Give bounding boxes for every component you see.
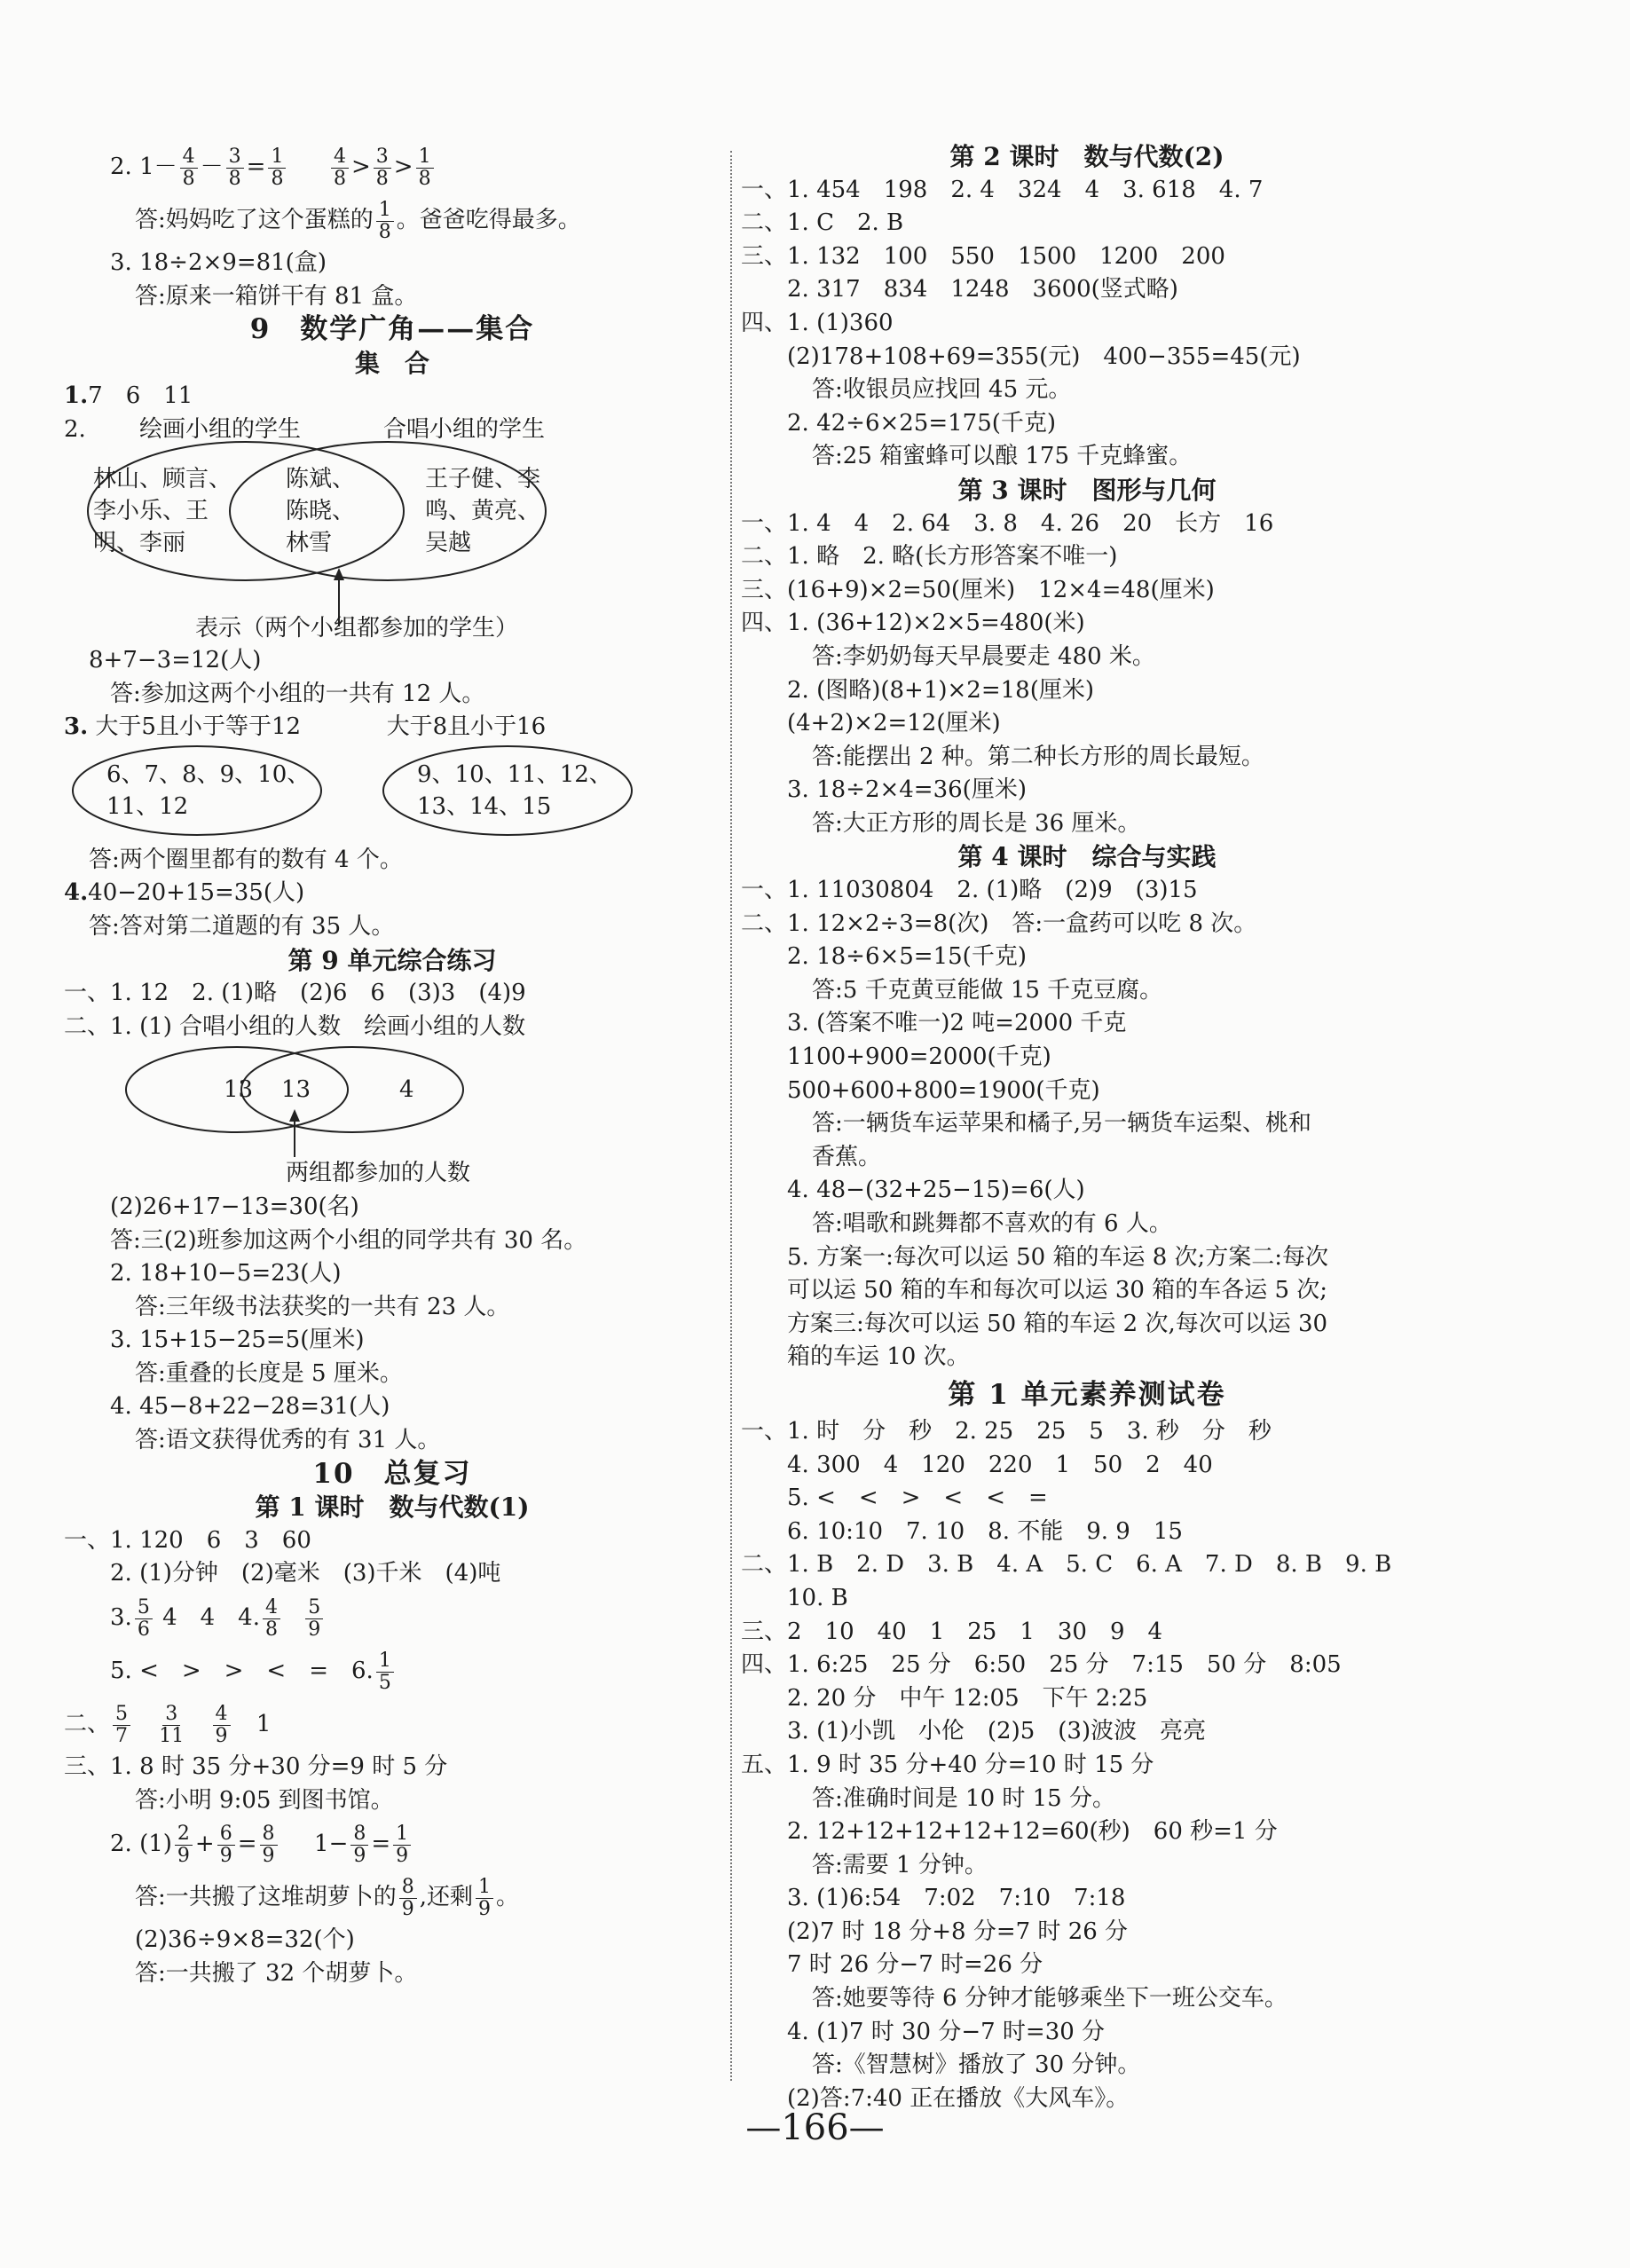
- answer-line: 一、1. 时 分 秒 2. 25 25 5 3. 秒 分 秒: [741, 1417, 1272, 1445]
- fraction: $\frac{5}{9}$: [305, 1598, 323, 1640]
- answer-line: 8+7−3=12(人): [89, 646, 262, 673]
- answer-line: 三、1. 132 100 550 1500 1200 200: [741, 242, 1225, 270]
- section-title: 第 1 课时 数与代数(1): [255, 1492, 530, 1523]
- right-set-members: 王子健、李 鸣、黄亮、 吴越: [425, 465, 541, 556]
- answer-line: 2. 42÷6×25=175(千克): [787, 409, 1057, 437]
- answer-line: 三、2 10 40 1 25 1 30 9 4: [741, 1618, 1163, 1645]
- answer-line: 一、1. 120 6 3 60: [64, 1526, 311, 1554]
- answer-line: 二、 $\frac{5}{7}$ $\frac{3}{11}$ $\frac{4}{9}$ 1: [64, 1702, 272, 1747]
- answer-line: 答:5 千克黄豆能做 15 千克豆腐。: [812, 976, 1163, 1004]
- answer-line: 4. (1)7 时 30 分−7 时=30 分: [787, 2018, 1106, 2045]
- answer-line: 答:重叠的长度是 5 厘米。: [135, 1359, 403, 1387]
- answer-line: 答:三(2)班参加这两个小组的同学共有 30 名。: [110, 1226, 587, 1254]
- fraction: $\frac{3}{11}$: [159, 1702, 185, 1747]
- answer-line: 3. 18÷2×4=36(厘米): [787, 776, 1027, 804]
- answer-line: 方案三:每次可以运 50 箱的车运 2 次,每次可以运 30: [787, 1310, 1328, 1337]
- fraction: $\frac{5}{6}$: [135, 1598, 153, 1640]
- answer-line: 2. (图略)(8+1)×2=18(厘米): [787, 676, 1094, 704]
- answer-line: (2)26+17−13=30(名): [110, 1193, 359, 1220]
- answer-line: (2)7 时 18 分+8 分=7 时 26 分: [787, 1918, 1129, 1945]
- answer-line: 一、1. 12 2. (1)略 (2)6 6 (3)3 (4)9: [64, 980, 526, 1007]
- answer-line: 5. < < > < < =: [787, 1484, 1048, 1512]
- test-title: 第 1 单元素养测试卷: [948, 1378, 1226, 1411]
- item-number: 2.: [64, 415, 86, 443]
- answer-line: 2. (1) $\frac{2}{9}$ + $\frac{6}{9}$ = $\frac{8}{9}$ 1− $\frac{8}{9}$ = $\frac{1}{9}$: [64, 1817, 721, 1870]
- operator: －: [200, 154, 224, 180]
- section-title: 第 9 单元综合练习: [287, 945, 497, 975]
- answer-line: 一、1. 11030804 2. (1)略 (2)9 (3)15: [741, 877, 1198, 904]
- answer-line: 答:《智慧树》播放了 30 分钟。: [812, 2051, 1141, 2079]
- section-title: 第 3 课时 图形与几何: [957, 475, 1217, 505]
- section-title: 第 2 课时 数与代数(2): [949, 142, 1224, 171]
- answer-line: 答:李奶奶每天早晨要走 480 米。: [812, 642, 1155, 670]
- column-divider: [730, 151, 732, 2081]
- answer-line: 答:能摆出 2 种。第二种长方形的周长最短。: [812, 743, 1264, 770]
- answer-line: 2. 12+12+12+12+12=60(秒) 60 秒=1 分: [787, 1818, 1278, 1846]
- answer-line: 三、(16+9)×2=50(厘米) 12×4=48(厘米): [741, 576, 1215, 603]
- answer-line: 答:妈妈吃了这个蛋糕的 $\frac{1}{8}$ 。爸爸吃得最多。: [135, 198, 581, 243]
- answer-line: 4. 300 4 120 220 1 50 2 40: [787, 1451, 1213, 1478]
- answer-line: 答:准确时间是 10 时 15 分。: [812, 1784, 1115, 1812]
- answer-line: 二、1. 12×2÷3=8(次) 答:一盒药可以吃 8 次。: [741, 910, 1257, 937]
- answer-line: 四、1. (36+12)×2×5=480(米): [741, 610, 1085, 637]
- operator: >: [393, 154, 413, 180]
- answer-line: 4.40−20+15=35(人): [64, 879, 305, 907]
- answer-line: 5. < > > < = 6. $\frac{1}{5}$: [64, 1644, 721, 1697]
- answer-line: 4. 48−(32+25−15)=6(人): [787, 1177, 1085, 1204]
- operator: =: [246, 154, 266, 180]
- answer-line: 3. (1)6:54 7:02 7:10 7:18: [787, 1885, 1126, 1912]
- set-label: 大于8且小于16: [386, 713, 547, 741]
- right-column: [741, 140, 1433, 2115]
- answer-line: 答:三年级书法获奖的一共有 23 人。: [135, 1293, 510, 1320]
- answer-line: 答:原来一箱饼干有 81 盒。: [135, 282, 418, 310]
- answer-line: 二、1. B 2. D 3. B 4. A 5. C 6. A 7. D 8. B 9. B: [741, 1551, 1392, 1579]
- answer-line: 二、1. (1) 合唱小组的人数 绘画小组的人数: [64, 1012, 526, 1040]
- answer-line: 3. (答案不唯一)2 吨=2000 千克: [787, 1010, 1127, 1037]
- answer-line: (4+2)×2=12(厘米): [787, 710, 1001, 737]
- page-number: —166—: [745, 2107, 885, 2148]
- fraction: $\frac{1}{9}$: [393, 1824, 411, 1866]
- fraction: $\frac{5}{7}$: [113, 1705, 130, 1746]
- answer-line-2-fractions: [64, 140, 721, 193]
- answer-line: 五、1. 9 时 35 分+40 分=10 时 15 分: [741, 1751, 1154, 1778]
- answers-lesson-4: [741, 874, 1433, 1374]
- answer-line: 四、1. 6:25 25 分 6:50 25 分 7:15 50 分 8:05: [741, 1651, 1342, 1679]
- answers-unit-test: [741, 1415, 1433, 2115]
- answer-line: 答:两个圈里都有的数有 4 个。: [89, 846, 403, 873]
- answer-line: 二、1. C 2. B: [741, 209, 904, 237]
- fraction: $\frac{1}{5}$: [376, 1651, 394, 1693]
- answer-line: 答:参加这两个小组的一共有 12 人。: [110, 680, 485, 707]
- fraction: $\frac{2}{9}$: [175, 1824, 193, 1866]
- answer-line: 四、1. (1)360: [741, 309, 894, 336]
- answer-line: 可以运 50 箱的车和每次可以运 30 箱的车各运 5 次;: [787, 1277, 1328, 1304]
- fraction: $\frac{1}{9}$: [476, 1878, 493, 1919]
- answers-lesson-2: [741, 174, 1433, 474]
- answer-line: (2)答:7:40 正在播放《大风车》。: [787, 2084, 1130, 2112]
- answers-lesson-3: [741, 508, 1433, 841]
- count-both: 13: [281, 1076, 311, 1104]
- answer-line: (2)36÷9×8=32(个): [135, 1926, 355, 1954]
- fraction: $\frac{6}{9}$: [217, 1824, 235, 1866]
- answer-line: 一、1. 454 198 2. 4 324 4 3. 618 4. 7: [741, 176, 1264, 203]
- answer-line: 2. 317 834 1248 3600(竖式略): [787, 276, 1178, 303]
- fraction: $\frac{8}{9}$: [350, 1824, 368, 1866]
- answer-line: 答:需要 1 分钟。: [812, 1851, 988, 1878]
- venn-diagram-groups: [64, 413, 721, 644]
- answer-line: (2)178+108+69=355(元) 400−355=45(元): [787, 343, 1301, 370]
- fraction: $\frac{4}{8}$: [180, 147, 198, 189]
- answer-line: 2. 18+10−5=23(人): [110, 1260, 342, 1288]
- answer-line: 答:答对第二道题的有 35 人。: [89, 912, 395, 940]
- item-number: 2.: [110, 154, 132, 180]
- answer-line: 500+600+800=1900(千克): [787, 1076, 1100, 1104]
- fraction: $\frac{1}{8}$: [416, 147, 434, 189]
- answer-line: 5. 方案一:每次可以运 50 箱的车运 8 次;方案二:每次: [787, 1243, 1329, 1271]
- answer-line: 答:一共搬了 32 个胡萝卜。: [135, 1959, 418, 1987]
- answer-line: 3. 18÷2×9=81(盒): [110, 249, 327, 276]
- venn-caption: 表示（两个小组都参加的学生）: [195, 614, 519, 642]
- answer-line: 7 时 26 分−7 时=26 分: [787, 1951, 1043, 1979]
- answer-line: 二、1. 略 2. 略(长方形答案不唯一): [741, 543, 1118, 571]
- left-set-members: 林山、顾言、 李小乐、王 明、李丽: [93, 465, 232, 556]
- answer-line: 3. (1)小凯 小伦 (2)5 (3)波波 亮亮: [787, 1718, 1207, 1745]
- fraction: $\frac{8}{9}$: [399, 1878, 417, 1919]
- set-label: 绘画小组的学生: [139, 415, 302, 443]
- answer-line: 答:唱歌和跳舞都不喜欢的有 6 人。: [812, 1210, 1172, 1237]
- answer-line: 10. B: [787, 1584, 848, 1611]
- fraction: $\frac{4}{8}$: [331, 147, 349, 189]
- answer-line: 三、1. 8 时 35 分+30 分=9 时 5 分: [64, 1753, 448, 1781]
- answer-line: 2. (1)分钟 (2)毫米 (3)千米 (4)吨: [110, 1560, 501, 1587]
- right-set-numbers: 9、10、11、12、 13、14、15: [417, 760, 612, 820]
- set-label: 合唱小组的学生: [383, 415, 546, 443]
- chapter-title: 10 总复习: [312, 1457, 472, 1490]
- answer-line: 2. 20 分 中午 12:05 下午 2:25: [787, 1684, 1148, 1712]
- expression-text: 1－: [139, 154, 177, 180]
- answer-line: 答:一共搬了这堆胡萝卜的 $\frac{8}{9}$ ,还剩 $\frac{1}{9}$ 。: [135, 1875, 520, 1920]
- answer-line: 答:25 箱蜜蜂可以酿 175 千克蜂蜜。: [812, 443, 1193, 470]
- fraction: $\frac{3}{8}$: [374, 147, 391, 189]
- fraction: $\frac{1}{8}$: [376, 201, 394, 242]
- answer-line: 3. 大于5且小于等于12 大于8且小于16: [64, 713, 547, 741]
- section-title: 第 4 课时 综合与实践: [957, 842, 1217, 872]
- answer-line: 答:她要等待 6 分钟才能够乘坐下一班公交车。: [812, 1985, 1287, 2012]
- answer-line: 3. $\frac{5}{6}$ 4 4 4. $\frac{4}{8}$ $\frac{5}{9}$: [64, 1591, 721, 1644]
- venn-caption: 两组都参加的人数: [286, 1160, 471, 1187]
- venn-diagram-counts: [64, 1043, 721, 1157]
- answer-line: 箱的车运 10 次。: [787, 1343, 970, 1371]
- answer-line: 香蕉。: [812, 1143, 882, 1170]
- number-sets-diagram: [64, 744, 721, 844]
- fraction: $\frac{3}{8}$: [226, 147, 244, 189]
- left-column: [64, 140, 721, 1990]
- count-right: 4: [399, 1076, 414, 1104]
- answer-line: 答:一辆货车运苹果和橘子,另一辆货车运梨、桃和: [812, 1110, 1312, 1138]
- answer-line: 1100+900=2000(千克): [787, 1043, 1051, 1071]
- answer-line: 6. 10:10 7. 10 8. 不能 9. 9 15: [787, 1517, 1183, 1545]
- answer-line: 一、1. 4 4 2. 64 3. 8 4. 26 20 长方 16: [741, 509, 1274, 537]
- answer-line: 3. 15+15−25=5(厘米): [110, 1327, 365, 1354]
- fraction: $\frac{8}{9}$: [260, 1824, 278, 1866]
- section-title: 集 合: [354, 348, 429, 378]
- answer-line: 2. 18÷6×5=15(千克): [787, 943, 1027, 971]
- chapter-title: 9 数学广角——集合: [249, 313, 535, 346]
- answer-line: 4. 45−8+22−28=31(人): [110, 1393, 390, 1421]
- answer-line: 答:大正方形的周长是 36 厘米。: [812, 809, 1141, 837]
- operator: >: [350, 154, 371, 180]
- answer-line: 答:收银员应找回 45 元。: [812, 376, 1072, 404]
- answer-line: 答:小明 9:05 到图书馆。: [135, 1786, 394, 1814]
- left-set-numbers: 6、7、8、9、10、 11、12: [106, 760, 311, 820]
- fraction: $\frac{1}{8}$: [268, 147, 286, 189]
- answer-line: 1.7 6 11: [64, 382, 193, 410]
- fraction: $\frac{4}{9}$: [213, 1705, 231, 1746]
- set-label: 大于5且小于等于12: [95, 713, 302, 741]
- answer-line: 答:语文获得优秀的有 31 人。: [135, 1427, 441, 1454]
- count-left: 13: [224, 1076, 254, 1104]
- intersection-members: 陈斌、 陈晓、 林雪: [286, 465, 356, 556]
- fraction: $\frac{4}{8}$: [263, 1598, 280, 1640]
